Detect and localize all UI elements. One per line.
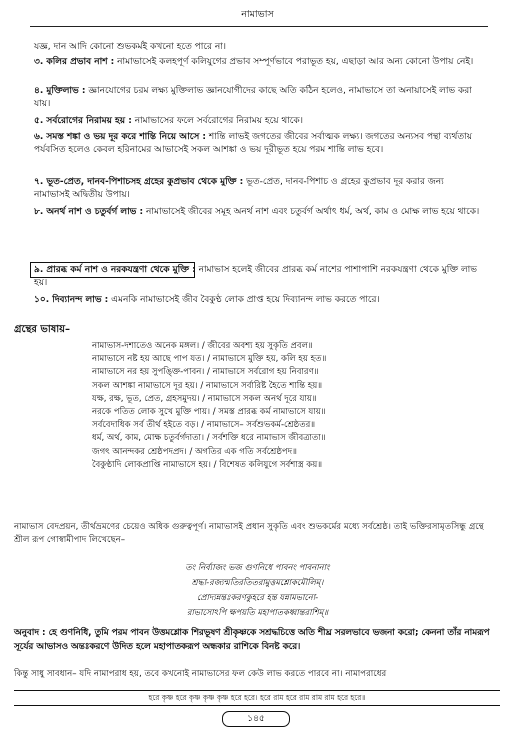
verse-line: নামাভাসে নর হয় সুপঙ্ক্তি-পাবন। / নামাভাসে সর্বরোগ হয় নিবারণ॥ [92, 367, 319, 378]
item-text: ভূত-প্রেত, দানব-পিশাচ ও গ্রহের কুপ্রভাব দূর করার জন্য নামাভাসই অদ্বিতীয় উপায়। [34, 177, 444, 200]
verse-line: সকল আশঙ্কা নামাভাসে দূর হয়। / নামাভাসে সর্বারিষ্ট হৈতে শান্তি হয়॥ [92, 380, 323, 391]
item-label: ৩. কলির প্রভাব নাশ : [34, 57, 115, 67]
item-label: ৬. সমস্ত শঙ্কা ও ভয় দূর করে শান্তি নিয়ে আসে : [34, 132, 206, 142]
item-label: ৮. অনর্থ নাশ ও চতুর্বর্গ লাভ : [34, 207, 144, 217]
body-paragraph: নামাভাস বেদপ্রয়ন, তীর্থভ্রমণের চেয়েও অধিক গুরুত্বপূর্ণ। নামাভাসই প্রধান সুকৃতি এবং শুভকর্মের মধ্যে সর্বশ্রেষ্ঠ। তাই ভক্তিরসামৃতসিন্ধু গ্রন্থে শ্রীল রূপ গোস্বামীপাদ লিখেছেন– [14, 522, 484, 545]
item-text: নামাভাসেই কলহপূর্ণ কলিযুগের প্রভাব সম্পূর্ণভাবে পরাভূত হয়, এছাড়া আর অন্য কোনো উপায় নেই। [117, 57, 474, 67]
item-7 [34, 176, 482, 202]
item-label: ৭. ভূত-প্রেত, দানব-পিশাচসহ গ্রহের কুপ্রভাব থেকে মুক্তি : [34, 177, 244, 187]
item-text: শান্তি লাভই জগতের জীবের সর্বাত্মক লক্ষ্য। জগতের অন্যসব পন্থা ব্যর্থতায় পর্যবসিত হলেও কেবল হরিনামের আভাসেই সকল আশঙ্কা ও ভয় দূরীভূত হয়ে পরম শান্তি লাভ হবে। [34, 132, 473, 155]
item-text: এমনকি নামাভাসেই জীব বৈকুণ্ঠ লোক প্রাপ্ত হয়ে দিব্যানন্দ লাভ করতে পারে। [111, 295, 380, 305]
item-3 [34, 56, 482, 69]
item-8 [34, 206, 482, 219]
item-9 [34, 264, 482, 290]
translation: অনুবাদ : হে গুণনিধি, তুমি পরম পাবন উত্তমশ্লোক শিরভূষণ শ্রীকৃষ্ণকে সশ্রদ্ধচিত্তে অতি শীঘ্র সরলভাবে ভজনা করো; কেননা তাঁর নামরূপ সূর্যের আভাসও অন্তঃকরণে উদিত হলে মহাপাতকরূপ অন্ধকার রাশিকে বিনষ্ট করে। [14, 628, 490, 652]
verse-line: নরকে পতিত লোক সুখে মুক্তি পায়। / সমস্ত প্রারব্ধ কর্ম নামাভাসে যায়॥ [92, 407, 326, 418]
item-text: যজ্ঞ, দান আদি কোনো শুভকর্মই কখনো হতে পারে না। [34, 42, 227, 52]
item-label: ৪. মুক্তিলাভ : [34, 86, 86, 96]
footer-mantra: হরে কৃষ্ণ হরে কৃষ্ণ কৃষ্ণ কৃষ্ণ হরে হরে। হরে রাম হরে রাম রাম রাম হরে হরে॥ [14, 690, 500, 706]
verse-line: জগৎ আনন্দকর শ্রেষ্ঠপদপ্রদ। / অগতির এক গতি সর্বশ্রেষ্ঠপদ॥ [92, 446, 297, 457]
page-number: ১৪৫ [222, 711, 290, 727]
item-text: নামাভাসের ফলে সর্বরোগের নিরাময় হয়ে থাকে। [134, 116, 303, 126]
item-4 [34, 85, 482, 111]
verse-line: ধর্ম, অর্থ, কাম, মোক্ষ চতুর্বর্গদাতা। / সর্বশক্তি ধরে নামাভাস জীবত্রাতা॥ [92, 433, 326, 444]
header-rule [30, 26, 488, 27]
page-header: নামাভাস [241, 9, 274, 20]
item-0 [34, 41, 482, 54]
sanskrit-line: তং নির্ব্যাজং ভজ গুণনিধে পাবনং পাবনানাং [185, 562, 330, 572]
item-10 [34, 294, 482, 307]
verse-line: যক্ষ, রক্ষ, ভূত, প্রেত, গ্রহসমুদয়। / নামাভাসে সকল অনর্থ দূরে যায়॥ [92, 393, 317, 404]
closing-line: কিন্তু সাধু সাবধান– যদি নামাপরাধ হয়, তবে কখনোই নামাভাসের ফল কেউ লাভ করতে পারবে না। নামাপরাধের [14, 669, 387, 679]
section-title: গ্রন্থের ভাষায়– [14, 324, 71, 335]
sanskrit-line: রাভাসোঽপি ক্ষপয়তি মহাপাতকধ্বান্তরাশিম্॥ [186, 607, 329, 617]
verse-line: সর্ববেদাধিক সর্ব তীর্থ হইতে বড়। / নামাভাসে– সর্বশুভকর্ম-শ্রেষ্ঠতর॥ [92, 420, 316, 431]
item-6 [34, 131, 482, 157]
sanskrit-line: প্রোদ্যন্নন্তঃকরণকুহরে হন্ত যন্নামভানো- [196, 592, 319, 602]
verse-line: বৈকুণ্ঠাদি লোকপ্রাপ্তি নামাভাসে হয়। / বিশেষত কলিযুগে সর্বশাস্ত্র কয়॥ [92, 459, 323, 470]
item-label: ৫. সর্বরোগের নিরাময় হয় : [34, 116, 132, 126]
verse-list [92, 340, 492, 472]
item-text: নামাভাস হলেই জীবের প্রারব্ধ কর্ম নাশের পাশাপাশি নরকযন্ত্রণা থেকে মুক্তি লাভ হয়। [34, 265, 477, 288]
item-label: ৯. প্রারব্ধ কর্ম নাশ ও নরকযন্ত্রণা থেকে মুক্তি : [34, 265, 196, 275]
item-text: নামাভাসেই জীবের সমূহ অনর্থ নাশ এবং চতুর্বর্গ অর্থাৎ ধর্ম, অর্থ, কাম ও মোক্ষ লাভ হয়ে থাকে। [146, 207, 480, 217]
verse-line: নামাভাসে নষ্ট হয় আছে পাপ যত। / নামাভাসে মুক্তি হয়, কলি হয় হত॥ [92, 354, 327, 365]
sanskrit-line: শ্রদ্ধা-রজ্যন্মতিরতিতরামুত্তমশ্লোকমৌলিম্। [191, 577, 324, 587]
verse-line: নামাভাস-দশাতেও অনেক মঙ্গল। / জীবের অবশ্য হয় সুকৃতি প্রবল॥ [92, 341, 313, 351]
item-label: ১০. দিব্যানন্দ লাভ : [34, 295, 109, 305]
item-text: জ্ঞানযোগের চরম লক্ষ্য মুক্তিলাভ জ্ঞানযোগীদের কাছে অতি কঠিন হলেও, নামাভাসে তা অনায়াসেই লাভ করা যায়। [34, 86, 472, 109]
item-5 [34, 115, 482, 128]
